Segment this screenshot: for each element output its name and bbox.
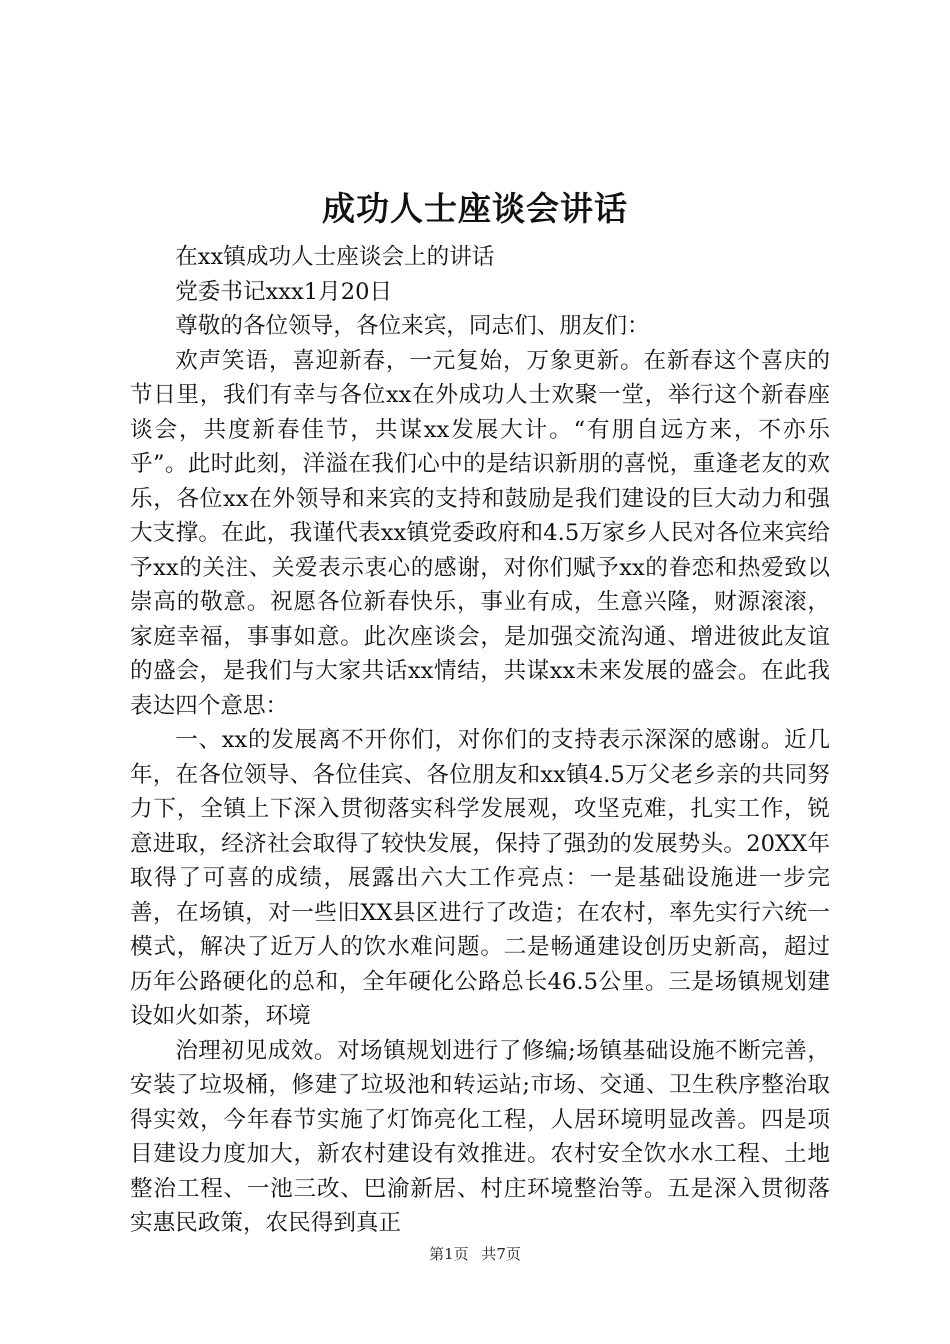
page-number: 第1页: [429, 1245, 469, 1263]
document-body: [130, 240, 830, 1241]
page-footer: [0, 1244, 950, 1264]
paragraph-salutation: 尊敬的各位领导，各位来宾，同志们、朋友们：: [175, 313, 650, 339]
document-title: 成功人士座谈会讲话: [322, 189, 628, 228]
paragraph-author-date: 党委书记xxx1月20日: [175, 278, 393, 305]
paragraph-body: 欢声笑语，喜迎新春，一元复始，万象更新。在新春这个喜庆的节日里，我们有幸与各位xx在外成功人士欢聚一堂，举行这个新春座谈会，共度新春佳节，共谋xx发展大计。“有朋自远方来，不亦乐乎”。此时此刻，洋溢在我们心中的是结识新朋的喜悦，重逢老友的欢乐，各位xx在外领导和来宾的支持和鼓励是我们建设的巨大动力和强大支撑。在此，我谨代表xx镇党委政府和4.5万家乡人民对各位来宾给予xx的关注、关爱表示衷心的感谢，对你们赋予xx的眷恋和热爱致以崇高的敬意。祝愿各位新春快乐，事业有成，生意兴隆，财源滚滚，家庭幸福，事事如意。此次座谈会，是加强交流沟通、增进彼此友谊的盛会，是我们与大家共话xx情结，共谋xx未来发展的盛会。在此我表达四个意思：: [130, 347, 830, 719]
paragraph-body: 一、xx的发展离不开你们，对你们的支持表示深深的感谢。近几年，在各位领导、各位佳宾、各位朋友和xx镇4.5万父老乡亲的共同努力下，全镇上下深入贯彻落实科学发展观，攻坚克难，扎实工作，锐意进取，经济社会取得了较快发展，保持了强劲的发展势头。20XX年取得了可喜的成绩，展露出六大工作亮点：一是基础设施进一步完善，在场镇，对一些旧XX县区进行了改造；在农村，率先实行六统一模式，解决了近万人的饮水难问题。二是畅通建设创历史新高，超过历年公路硬化的总和，全年硬化公路总长46.5公里。三是场镇规划建设如火如荼，环境: [130, 727, 830, 1029]
paragraph-subtitle: 在xx镇成功人士座谈会上的讲话: [175, 244, 495, 270]
page-total: 共7页: [481, 1245, 521, 1263]
paragraph-body: 治理初见成效。对场镇规划进行了修编;场镇基础设施不断完善，安装了垃圾桶，修建了垃圾池和转运站;市场、交通、卫生秩序整治取得实效，今年春节实施了灯饰亮化工程，人居环境明显改善。四是项目建设力度加大，新农村建设有效推进。农村安全饮水水工程、土地整治工程、一池三改、巴渝新居、村庄环境整治等。五是深入贯彻落实惠民政策，农民得到真正: [130, 1037, 830, 1236]
